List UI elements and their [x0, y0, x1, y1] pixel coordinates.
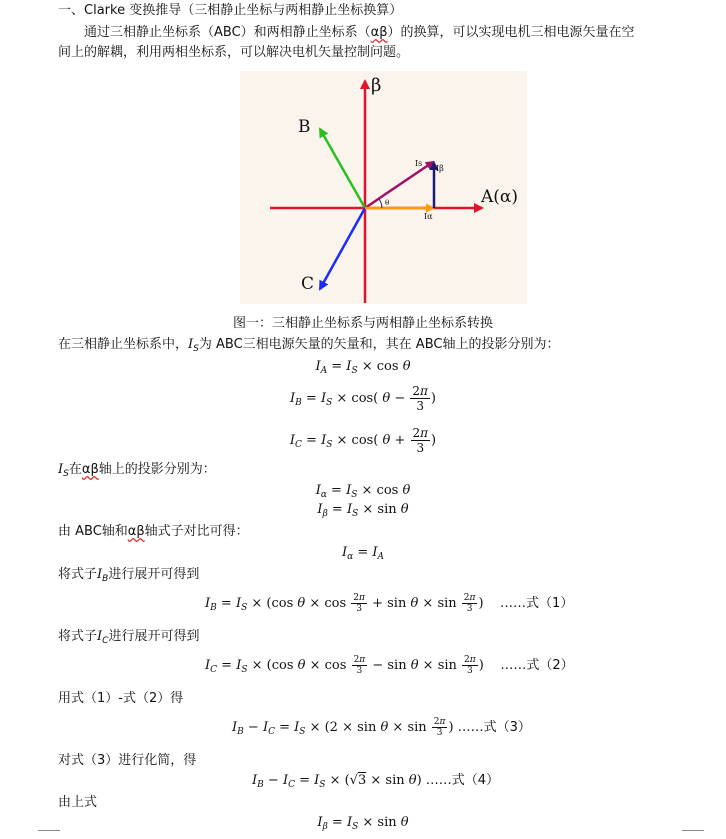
equation-2: $I_C = I_S \times (\cos$ θ × cos $\frac{2\pi}{3}$ − sin θ × sin $\frac{2\pi}{3}$ ) ……式（2）: [205, 655, 574, 676]
c-axis-line: [320, 208, 365, 289]
equation-ibeta: $I_\beta = I_S \times \sin \theta$: [317, 502, 409, 519]
p2-is: I: [58, 462, 64, 477]
coordinate-diagram: [240, 71, 527, 304]
coordinate-figure: [240, 71, 527, 304]
p3-pre: 由 ABC轴和: [58, 524, 128, 539]
p4-sub: B: [102, 574, 109, 584]
intro-text-a: 通过三相静止坐标系（ABC）和两相静止坐标系（: [84, 25, 371, 40]
equation-4-label: ……式（4）: [425, 773, 500, 788]
p1-is-sub: S: [193, 344, 199, 354]
equation-ialpha: $I_\alpha = I_S \times \cos \theta$: [315, 483, 411, 500]
equation-ib: $I_B = I_S \times \cos$( θ − $\frac{2\pi}{3}$ ): [290, 384, 436, 413]
section-heading: 一、Clarke 变换推导（三相静止坐标与两相静止坐标换算）: [58, 3, 403, 18]
equation-ialpha-ia: $I_\alpha = I_A$: [341, 545, 385, 562]
b-axis-line: [320, 129, 365, 208]
paragraph-expand-ic: [58, 628, 199, 650]
paragraph-expand-ib: [58, 566, 199, 588]
is-label: Is: [415, 159, 423, 168]
p2-post: 轴上的投影分别为：: [98, 462, 216, 477]
equation-ibeta-final: $I_\beta = I_S \times \sin \theta$: [317, 815, 409, 832]
p5-var: I: [97, 629, 103, 644]
intro-text-b: ）的换算，可以实现电机三相电源矢量在空: [387, 25, 635, 40]
p5-pre: 将式子: [58, 629, 98, 644]
equation-2-label: ……式（2）: [500, 658, 574, 673]
p1-pre: 在三相静止坐标系中，: [58, 337, 189, 352]
equation-4: $I_B - I_C = I_S \times (√3 \times \sin \theta)$ ……式（4）: [252, 773, 500, 790]
equation-3-label: ……式（3）: [457, 720, 531, 735]
beta-label: β: [371, 75, 382, 96]
p5-sub: C: [102, 636, 109, 646]
p2-mid: 在: [68, 462, 82, 477]
intro-alpha-beta: αβ: [370, 25, 388, 40]
theta-label: θ: [385, 199, 390, 207]
figure-caption: 图一：三相静止坐标系与两相静止坐标系转换: [232, 316, 493, 331]
intro-line-2: 间上的解耦，利用两相坐标系，可以解决电机矢量控制问题。: [58, 45, 410, 60]
footer-corner-mark-right: [682, 830, 704, 837]
equation-ic: $I_C = I_S \times \cos$( θ + $\frac{2\pi}{3}$ ): [289, 426, 437, 455]
p1-is: I: [188, 337, 194, 352]
paragraph-projection-abc: [58, 336, 559, 358]
p2-is-sub: S: [63, 469, 69, 479]
is-vector: [365, 162, 433, 208]
intro-line-1: [84, 24, 635, 42]
paragraph-compare: [58, 523, 249, 541]
p1-post: 为 ABC三相电源矢量的矢量和，其在 ABC轴上的投影分别为：: [198, 337, 560, 352]
ibeta-label: Iβ: [436, 164, 444, 173]
b-axis-label: B: [298, 117, 311, 137]
equation-3: $I_B - I_C = I_S \times (2 \times \sin \theta \times \sin$ $\frac{2\pi}{3}$ ) ……式（3）: [232, 717, 531, 738]
p4-pre: 将式子: [58, 567, 98, 582]
theta-arc: [379, 199, 382, 208]
alpha-axis-label: A(α): [481, 187, 519, 207]
p3-post: 轴式子对比可得：: [144, 524, 249, 539]
p5-post: 进行展开可得到: [108, 629, 200, 644]
p4-post: 进行展开可得到: [108, 567, 200, 582]
p2-alpha-beta: αβ: [81, 462, 99, 477]
equation-1: $I_B = I_S \times (\cos$ θ × cos $\frac{2\pi}{3}$ + sin θ × sin $\frac{2\pi}{3}$ ) ……式（1）: [205, 593, 574, 614]
paragraph-projection-ab: [58, 461, 216, 483]
equation-1-label: ……式（1）: [500, 596, 574, 611]
equation-ia: $I_A = I_S \times \cos \theta$: [315, 359, 411, 376]
p4-var: I: [97, 567, 103, 582]
ialpha-label: Iα: [424, 212, 433, 221]
paragraph-subtract: 用式（1）-式（2）得: [58, 691, 184, 706]
footer-corner-mark-left: [38, 830, 60, 837]
paragraph-simplify: 对式（3）进行化简，得: [58, 753, 197, 768]
c-axis-label: C: [301, 274, 315, 294]
p3-alpha-beta: αβ: [127, 524, 145, 539]
paragraph-from-above: 由上式: [58, 795, 98, 810]
